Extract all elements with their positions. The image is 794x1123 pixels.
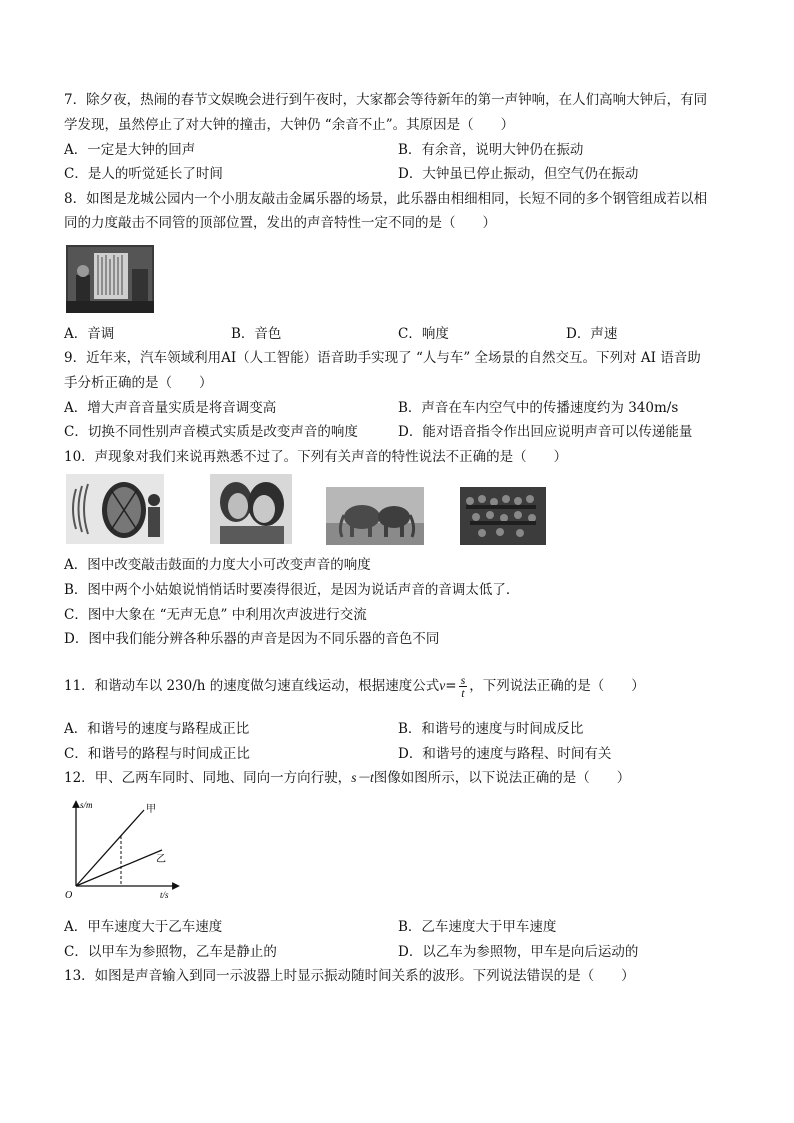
q11-stem-before: 11．和谐动车以 230/h 的速度做匀速直线运动，根据速度公式 (64, 678, 440, 694)
q12-line-jia (76, 810, 144, 886)
q9-option-c: C．切换不同性别声音模式实质是改变声音的响度 (64, 424, 358, 440)
q13-stem: 13．如图是声音输入到同一示波器上时显示振动随时间关系的波形。下列说法错误的是（ ） (64, 968, 635, 984)
q8-stem-line2: 同的力度敲击不同管的顶部位置，发出的声音特性一定不同的是（ ） (64, 215, 496, 231)
q11-formula-denominator: t (461, 686, 465, 700)
q11-option-a: A．和谐号的速度与路程成正比 (64, 721, 250, 737)
q9-option-d: D．能对语音指令作出回应说明声音可以传递能量 (398, 424, 693, 440)
q11-formula-fraction (459, 674, 468, 699)
q10-photo-elephants (326, 487, 424, 545)
q12-option-d: D．以乙车为参照物，甲车是向后运动的 (398, 944, 639, 960)
q7-option-d: D．大钟虽已停止振动，但空气仍在振动 (398, 166, 639, 182)
q12-stem-after: 图像如图所示，以下说法正确的是（ ） (373, 770, 631, 786)
q11-stem (64, 674, 645, 699)
q10-photo-drum (66, 474, 164, 544)
q8-option-c: C．响度 (398, 326, 449, 342)
q12-stem-before: 12．甲、乙两车同时、同地、同向一方向行驶， (64, 770, 352, 786)
q7-stem-line1: 7．除夕夜，热闹的春节文娱晚会进行到午夜时，大家都会等待新年的第一声钟响，在人们高响大钟后，有同 (64, 92, 708, 108)
q11-formula-v: v (439, 678, 446, 693)
q8-photo-metal-instrument (66, 245, 154, 313)
q12-y-axis-label: s/m (80, 800, 93, 810)
q10-stem: 10．声现象对我们来说再熟悉不过了。下列有关声音的特性说法不正确的是（ ） (64, 449, 568, 465)
q8-stem-line1: 8．如图是龙城公园内一个小朋友敲击金属乐器的场景，此乐器由相细相同，长短不同的多个钢管组成若以相 (64, 191, 708, 207)
q11-formula-eq: = (445, 678, 457, 694)
q10-option-b: B．图中两个小姑娘说悄悄话时要凑得很近，是因为说话声音的音调太低了． (64, 582, 520, 598)
q10-photo-orchestra (460, 487, 546, 545)
q9-stem-line2: 手分析正确的是（ ） (64, 375, 213, 391)
q7-option-a: A．一定是大钟的回声 (64, 142, 196, 158)
q12-label-yi: 乙 (156, 854, 166, 865)
q11-stem-after: ，下列说法正确的是（ ） (469, 678, 645, 694)
q12-stem (64, 769, 630, 787)
q11-formula-numerator: s (460, 673, 466, 687)
q10-option-a: A．图中改变敲击鼓面的力度大小可改变声音的响度 (64, 557, 371, 573)
q12-st-label: s－t (351, 770, 374, 785)
q12-line-yi (76, 850, 162, 886)
q12-option-b: B．乙车速度大于甲车速度 (398, 919, 557, 935)
q9-stem-line1: 9．近年来，汽车领域利用AI（人工智能）语音助手实现了 “人与车” 全场景的自然交互。下列对 AI 语音助 (64, 350, 701, 366)
q10-option-d: D．图中我们能分辨各种乐器的声音是因为不同乐器的音色不同 (64, 631, 440, 647)
q10-photo-whisper (210, 474, 292, 544)
q7-option-b: B．有余音，说明大钟仍在振动 (398, 142, 584, 158)
q11-option-c: C．和谐号的路程与时间成正比 (64, 746, 250, 762)
q9-option-b: B．声音在车内空气中的传播速度约为 340m/s (398, 400, 679, 416)
q8-option-d: D．声速 (566, 326, 618, 342)
q11-option-b: B．和谐号的速度与时间成反比 (398, 721, 584, 737)
q12-st-graph (62, 798, 182, 902)
q8-option-b: B．音色 (231, 326, 282, 342)
q12-x-axis-label: t/s (160, 890, 169, 900)
q10-option-c: C．图中大象在 “无声无息” 中利用次声波进行交流 (64, 607, 367, 623)
q12-label-jia: 甲 (146, 804, 156, 815)
q8-option-a: A．音调 (64, 326, 115, 342)
q12-option-c: C．以甲车为参照物，乙车是静止的 (64, 944, 277, 960)
q12-origin-label: O (65, 890, 73, 901)
q12-option-a: A．甲车速度大于乙车速度 (64, 919, 223, 935)
q7-stem-line2: 学发现，虽然停止了对大钟的撞击，大钟仍 “余音不止”。其原因是（ ） (64, 117, 515, 133)
q7-option-c: C．是人的听觉延长了时间 (64, 166, 223, 182)
q9-option-a: A．增大声音音量实质是将音调变高 (64, 400, 277, 416)
q11-option-d: D．和谐号的速度与路程、时间有关 (398, 746, 612, 762)
